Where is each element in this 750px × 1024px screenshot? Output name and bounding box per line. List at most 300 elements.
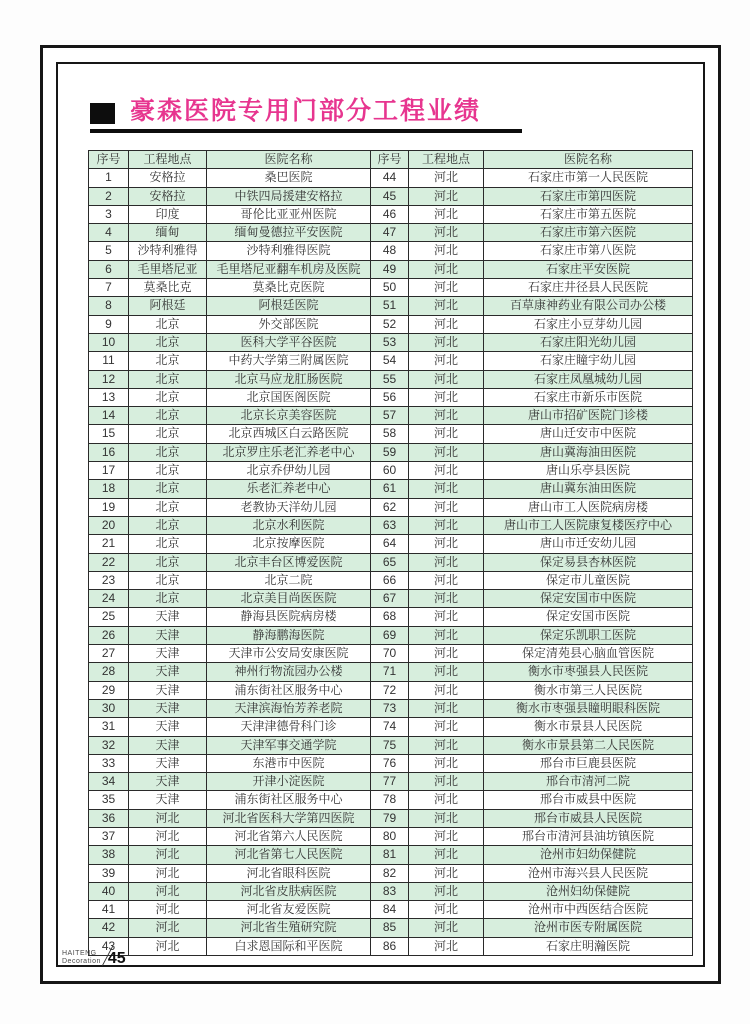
table-cell: 河北	[409, 827, 484, 845]
table-row	[89, 535, 693, 553]
table-cell: 河北	[129, 901, 207, 919]
table-cell: 35	[89, 791, 129, 809]
table-cell: 保定乐凯职工医院	[484, 626, 693, 644]
table-cell: 缅甸	[129, 224, 207, 242]
table-cell: 天津	[129, 663, 207, 681]
table-cell: 北京	[129, 553, 207, 571]
table-cell: 河北	[409, 754, 484, 772]
table-cell: 印度	[129, 205, 207, 223]
table-cell: 河北	[409, 279, 484, 297]
table-cell: 天津滨海怡芳养老院	[207, 699, 371, 717]
table-cell: 河北	[409, 791, 484, 809]
table-cell: 沧州市妇幼保健院	[484, 846, 693, 864]
table-cell: 河北	[129, 882, 207, 900]
table-cell: 天津市公安局安康医院	[207, 645, 371, 663]
table-cell: 静海鹏海医院	[207, 626, 371, 644]
table-cell: 乐老汇养老中心	[207, 480, 371, 498]
table-cell: 北京	[129, 352, 207, 370]
table-cell: 唐山迁安市中医院	[484, 425, 693, 443]
column-header: 医院名称	[207, 151, 371, 169]
title-square-bullet-icon	[90, 103, 115, 124]
table-cell: 唐山冀东油田医院	[484, 480, 693, 498]
table-cell: 北京	[129, 498, 207, 516]
table-row	[89, 407, 693, 425]
table-cell: 沙特利雅得	[129, 242, 207, 260]
table-cell: 莫桑比克医院	[207, 279, 371, 297]
table-row	[89, 315, 693, 333]
column-header: 医院名称	[484, 151, 693, 169]
table-cell: 邢台市清河县油坊镇医院	[484, 827, 693, 845]
table-cell: 河北	[409, 388, 484, 406]
table-cell: 26	[89, 626, 129, 644]
table-cell: 7	[89, 279, 129, 297]
table-cell: 衡水市景县人民医院	[484, 718, 693, 736]
table-cell: 河北省第七人民医院	[207, 846, 371, 864]
table-cell: 北京乔伊幼儿园	[207, 462, 371, 480]
table-cell: 河北	[409, 773, 484, 791]
table-row	[89, 681, 693, 699]
table-row	[89, 571, 693, 589]
table-cell: 29	[89, 681, 129, 699]
table-cell: 10	[89, 333, 129, 351]
table-cell: 河北	[129, 937, 207, 955]
table-row	[89, 809, 693, 827]
table-cell: 78	[371, 791, 409, 809]
table-cell: 85	[371, 919, 409, 937]
table-cell: 北京	[129, 443, 207, 461]
table-cell: 53	[371, 333, 409, 351]
table-cell: 77	[371, 773, 409, 791]
table-cell: 北京	[129, 370, 207, 388]
table-row	[89, 645, 693, 663]
table-cell: 衡水市第三人民医院	[484, 681, 693, 699]
table-cell: 北京按摩医院	[207, 535, 371, 553]
table-cell: 天津	[129, 736, 207, 754]
table-cell: 河北省友爱医院	[207, 901, 371, 919]
title-block	[90, 99, 522, 133]
table-row	[89, 498, 693, 516]
table-cell: 46	[371, 205, 409, 223]
table-cell: 石家庄小豆芽幼儿园	[484, 315, 693, 333]
table-cell: 河北	[409, 462, 484, 480]
table-cell: 天津	[129, 699, 207, 717]
table-header-row	[89, 151, 693, 169]
table-cell: 11	[89, 352, 129, 370]
table-row	[89, 205, 693, 223]
table-cell: 北京	[129, 407, 207, 425]
table-cell: 神州行物流园办公楼	[207, 663, 371, 681]
table-cell: 天津	[129, 773, 207, 791]
table-cell: 16	[89, 443, 129, 461]
table-cell: 6	[89, 260, 129, 278]
table-cell: 北京国医阁医院	[207, 388, 371, 406]
table-cell: 82	[371, 864, 409, 882]
table-cell: 哥伦比亚亚州医院	[207, 205, 371, 223]
table-row	[89, 736, 693, 754]
table-cell: 45	[371, 187, 409, 205]
table-cell: 河北	[409, 699, 484, 717]
column-header: 工程地点	[409, 151, 484, 169]
table-cell: 河北	[409, 882, 484, 900]
table-cell: 54	[371, 352, 409, 370]
table-cell: 75	[371, 736, 409, 754]
table-row	[89, 773, 693, 791]
table-row	[89, 901, 693, 919]
table-cell: 55	[371, 370, 409, 388]
table-cell: 13	[89, 388, 129, 406]
table-cell: 12	[89, 370, 129, 388]
table-cell: 20	[89, 516, 129, 534]
table-row	[89, 626, 693, 644]
table-cell: 22	[89, 553, 129, 571]
table-row	[89, 169, 693, 187]
table-cell: 唐山市工人医院病房楼	[484, 498, 693, 516]
table-cell: 邢台市威县人民医院	[484, 809, 693, 827]
table-row	[89, 846, 693, 864]
table-row	[89, 480, 693, 498]
table-cell: 石家庄凤凰城幼儿园	[484, 370, 693, 388]
table-cell: 河北省第六人民医院	[207, 827, 371, 845]
table-cell: 河北	[409, 590, 484, 608]
table-cell: 邢台市威县中医院	[484, 791, 693, 809]
table-cell: 18	[89, 480, 129, 498]
table-cell: 河北	[409, 352, 484, 370]
table-cell: 北京	[129, 425, 207, 443]
table-cell: 邢台市清河二院	[484, 773, 693, 791]
table-row	[89, 333, 693, 351]
table-cell: 沙特利雅得医院	[207, 242, 371, 260]
table-cell: 64	[371, 535, 409, 553]
table-cell: 河北省医科大学第四医院	[207, 809, 371, 827]
table-row	[89, 718, 693, 736]
table-cell: 北京罗庄乐老汇养老中心	[207, 443, 371, 461]
table-cell: 河北	[409, 645, 484, 663]
table-cell: 保定安国市中医院	[484, 590, 693, 608]
page-footer	[62, 946, 126, 966]
table-cell: 沧州妇幼保健院	[484, 882, 693, 900]
table-row	[89, 187, 693, 205]
table-cell: 北京长京美容医院	[207, 407, 371, 425]
table-row	[89, 608, 693, 626]
table-cell: 保定安国市医院	[484, 608, 693, 626]
table-cell: 河北	[409, 425, 484, 443]
table-cell: 32	[89, 736, 129, 754]
table-cell: 38	[89, 846, 129, 864]
table-row	[89, 864, 693, 882]
table-cell: 天津	[129, 645, 207, 663]
table-cell: 14	[89, 407, 129, 425]
table-cell: 39	[89, 864, 129, 882]
table-row	[89, 425, 693, 443]
table-cell: 83	[371, 882, 409, 900]
table-cell: 北京	[129, 535, 207, 553]
table-cell: 河北	[409, 498, 484, 516]
table-cell: 80	[371, 827, 409, 845]
table-cell: 毛里塔尼亚	[129, 260, 207, 278]
table-row	[89, 516, 693, 534]
table-row	[89, 352, 693, 370]
table-cell: 73	[371, 699, 409, 717]
table-cell: 62	[371, 498, 409, 516]
table-cell: 阿根廷	[129, 297, 207, 315]
table-cell: 开津小淀医院	[207, 773, 371, 791]
table-cell: 河北	[409, 626, 484, 644]
table-cell: 河北	[409, 169, 484, 187]
table-cell: 浦东街社区服务中心	[207, 681, 371, 699]
table-cell: 河北	[409, 809, 484, 827]
table-cell: 唐山市招矿医院门诊楼	[484, 407, 693, 425]
table-cell: 唐山市工人医院康复楼医疗中心	[484, 516, 693, 534]
table-cell: 23	[89, 571, 129, 589]
table-cell: 天津津德骨科门诊	[207, 718, 371, 736]
table-cell: 河北	[409, 736, 484, 754]
table-cell: 河北	[409, 370, 484, 388]
table-cell: 河北	[409, 919, 484, 937]
table-cell: 石家庄市新乐市医院	[484, 388, 693, 406]
table-cell: 浦东街社区服务中心	[207, 791, 371, 809]
table-row	[89, 937, 693, 955]
table-cell: 保定易县杏林医院	[484, 553, 693, 571]
table-cell: 河北	[409, 846, 484, 864]
table-cell: 21	[89, 535, 129, 553]
table-cell: 61	[371, 480, 409, 498]
table-cell: 河北	[409, 553, 484, 571]
table-cell: 河北	[409, 224, 484, 242]
table-cell: 石家庄市第八医院	[484, 242, 693, 260]
table-cell: 68	[371, 608, 409, 626]
table-cell: 天津军事交通学院	[207, 736, 371, 754]
table-cell: 81	[371, 846, 409, 864]
table-cell: 河北	[409, 333, 484, 351]
table-cell: 邢台市巨鹿县医院	[484, 754, 693, 772]
table-body	[89, 169, 693, 956]
table-cell: 天津	[129, 718, 207, 736]
table-cell: 天津	[129, 681, 207, 699]
table-cell: 66	[371, 571, 409, 589]
table-cell: 2	[89, 187, 129, 205]
table-cell: 河北	[409, 937, 484, 955]
projects-table	[88, 150, 693, 956]
table-cell: 北京	[129, 315, 207, 333]
table-cell: 毛里塔尼亚翻车机房及医院	[207, 260, 371, 278]
table-row	[89, 388, 693, 406]
table-cell: 15	[89, 425, 129, 443]
table-row	[89, 882, 693, 900]
table-row	[89, 791, 693, 809]
table-cell: 北京	[129, 333, 207, 351]
table-cell: 医科大学平谷医院	[207, 333, 371, 351]
table-cell: 79	[371, 809, 409, 827]
table-cell: 天津	[129, 754, 207, 772]
table-cell: 衡水市枣强县瞳明眼科医院	[484, 699, 693, 717]
table-cell: 67	[371, 590, 409, 608]
table-cell: 静海县医院病房楼	[207, 608, 371, 626]
table-cell: 69	[371, 626, 409, 644]
table-cell: 北京	[129, 388, 207, 406]
table-cell: 河北	[409, 535, 484, 553]
table-cell: 60	[371, 462, 409, 480]
table-row	[89, 443, 693, 461]
table-cell: 石家庄市第四医院	[484, 187, 693, 205]
table-cell: 41	[89, 901, 129, 919]
table-cell: 19	[89, 498, 129, 516]
table-cell: 河北	[409, 297, 484, 315]
table-cell: 8	[89, 297, 129, 315]
table-cell: 57	[371, 407, 409, 425]
column-header: 序号	[371, 151, 409, 169]
table-cell: 3	[89, 205, 129, 223]
table-cell: 石家庄井径县人民医院	[484, 279, 693, 297]
table-row	[89, 462, 693, 480]
table-cell: 河北	[409, 516, 484, 534]
table-cell: 安格拉	[129, 187, 207, 205]
table-row	[89, 297, 693, 315]
table-cell: 北京美目尚医医院	[207, 590, 371, 608]
table-cell: 47	[371, 224, 409, 242]
table-cell: 58	[371, 425, 409, 443]
table-cell: 5	[89, 242, 129, 260]
table-cell: 河北	[409, 242, 484, 260]
table-header	[89, 151, 693, 169]
table-cell: 河北	[409, 205, 484, 223]
table-row	[89, 553, 693, 571]
table-cell: 30	[89, 699, 129, 717]
table-cell: 63	[371, 516, 409, 534]
table-row	[89, 827, 693, 845]
table-cell: 北京	[129, 462, 207, 480]
table-row	[89, 224, 693, 242]
table-cell: 24	[89, 590, 129, 608]
table-cell: 河北	[409, 187, 484, 205]
table-cell: 31	[89, 718, 129, 736]
table-cell: 51	[371, 297, 409, 315]
table-cell: 50	[371, 279, 409, 297]
table-cell: 河北	[409, 443, 484, 461]
table-cell: 17	[89, 462, 129, 480]
table-cell: 北京	[129, 516, 207, 534]
table-cell: 84	[371, 901, 409, 919]
table-cell: 河北	[129, 864, 207, 882]
table-cell: 天津	[129, 626, 207, 644]
table-cell: 河北	[409, 571, 484, 589]
table-cell: 河北	[409, 864, 484, 882]
table-cell: 唐山乐亭县医院	[484, 462, 693, 480]
table-cell: 河北	[409, 608, 484, 626]
table-cell: 河北省生殖研究院	[207, 919, 371, 937]
table-cell: 北京	[129, 480, 207, 498]
table-cell: 天津	[129, 791, 207, 809]
table-cell: 河北	[409, 260, 484, 278]
table-cell: 保定市儿童医院	[484, 571, 693, 589]
footer-page-number: 45	[107, 950, 126, 967]
table-row	[89, 919, 693, 937]
table-cell: 石家庄明瀚医院	[484, 937, 693, 955]
table-row	[89, 260, 693, 278]
table-cell: 河北	[129, 827, 207, 845]
table-cell: 28	[89, 663, 129, 681]
table-cell: 保定清苑县心脑血管医院	[484, 645, 693, 663]
table-cell: 27	[89, 645, 129, 663]
table-cell: 4	[89, 224, 129, 242]
table-cell: 北京马应龙肛肠医院	[207, 370, 371, 388]
table-cell: 72	[371, 681, 409, 699]
table-cell: 36	[89, 809, 129, 827]
table-cell: 沧州市海兴县人民医院	[484, 864, 693, 882]
table-cell: 河北	[409, 480, 484, 498]
table-cell: 唐山冀海油田医院	[484, 443, 693, 461]
table-cell: 59	[371, 443, 409, 461]
table-cell: 河北	[409, 407, 484, 425]
table-cell: 石家庄市第五医院	[484, 205, 693, 223]
table-cell: 白求恩国际和平医院	[207, 937, 371, 955]
table-cell: 河北省眼科医院	[207, 864, 371, 882]
table-cell: 65	[371, 553, 409, 571]
table-cell: 河北	[409, 681, 484, 699]
table-row	[89, 754, 693, 772]
table-cell: 48	[371, 242, 409, 260]
table-cell: 76	[371, 754, 409, 772]
table-cell: 桑巴医院	[207, 169, 371, 187]
table-cell: 安格拉	[129, 169, 207, 187]
table-cell: 37	[89, 827, 129, 845]
table-cell: 71	[371, 663, 409, 681]
table-row	[89, 590, 693, 608]
table-row	[89, 370, 693, 388]
table-row	[89, 663, 693, 681]
table-cell: 沧州市医专附属医院	[484, 919, 693, 937]
table-cell: 河北	[129, 809, 207, 827]
table-cell: 阿根廷医院	[207, 297, 371, 315]
page-title: 豪森医院专用门部分工程业绩	[130, 97, 482, 125]
table-cell: 缅甸曼德拉平安医院	[207, 224, 371, 242]
table-cell: 北京	[129, 590, 207, 608]
table-cell: 河北	[409, 901, 484, 919]
table-cell: 北京二院	[207, 571, 371, 589]
table-cell: 河北	[409, 663, 484, 681]
table-cell: 河北	[409, 718, 484, 736]
table-cell: 河北省皮肤病医院	[207, 882, 371, 900]
table-cell: 东港市中医院	[207, 754, 371, 772]
table-cell: 74	[371, 718, 409, 736]
table-cell: 石家庄市第六医院	[484, 224, 693, 242]
table-cell: 9	[89, 315, 129, 333]
table-cell: 天津	[129, 608, 207, 626]
table-cell: 33	[89, 754, 129, 772]
table-cell: 40	[89, 882, 129, 900]
table-cell: 百草康神药业有限公司办公楼	[484, 297, 693, 315]
table-cell: 石家庄阳光幼儿园	[484, 333, 693, 351]
column-header: 工程地点	[129, 151, 207, 169]
table-cell: 衡水市景县第二人民医院	[484, 736, 693, 754]
footer-brand-line1: HAITENG	[62, 950, 97, 957]
table-cell: 石家庄瞳宇幼儿园	[484, 352, 693, 370]
table-cell: 56	[371, 388, 409, 406]
table-cell: 河北	[409, 315, 484, 333]
table-cell: 沧州市中西医结合医院	[484, 901, 693, 919]
table-cell: 70	[371, 645, 409, 663]
table-cell: 49	[371, 260, 409, 278]
table-cell: 外交部医院	[207, 315, 371, 333]
table-cell: 衡水市枣强县人民医院	[484, 663, 693, 681]
column-header: 序号	[89, 151, 129, 169]
table-cell: 中药大学第三附属医院	[207, 352, 371, 370]
table-cell: 河北	[129, 919, 207, 937]
table-cell: 莫桑比克	[129, 279, 207, 297]
footer-brand-line2: Decoration	[62, 958, 101, 965]
table-cell: 42	[89, 919, 129, 937]
table-cell: 北京西城区白云路医院	[207, 425, 371, 443]
table-cell: 河北	[129, 846, 207, 864]
